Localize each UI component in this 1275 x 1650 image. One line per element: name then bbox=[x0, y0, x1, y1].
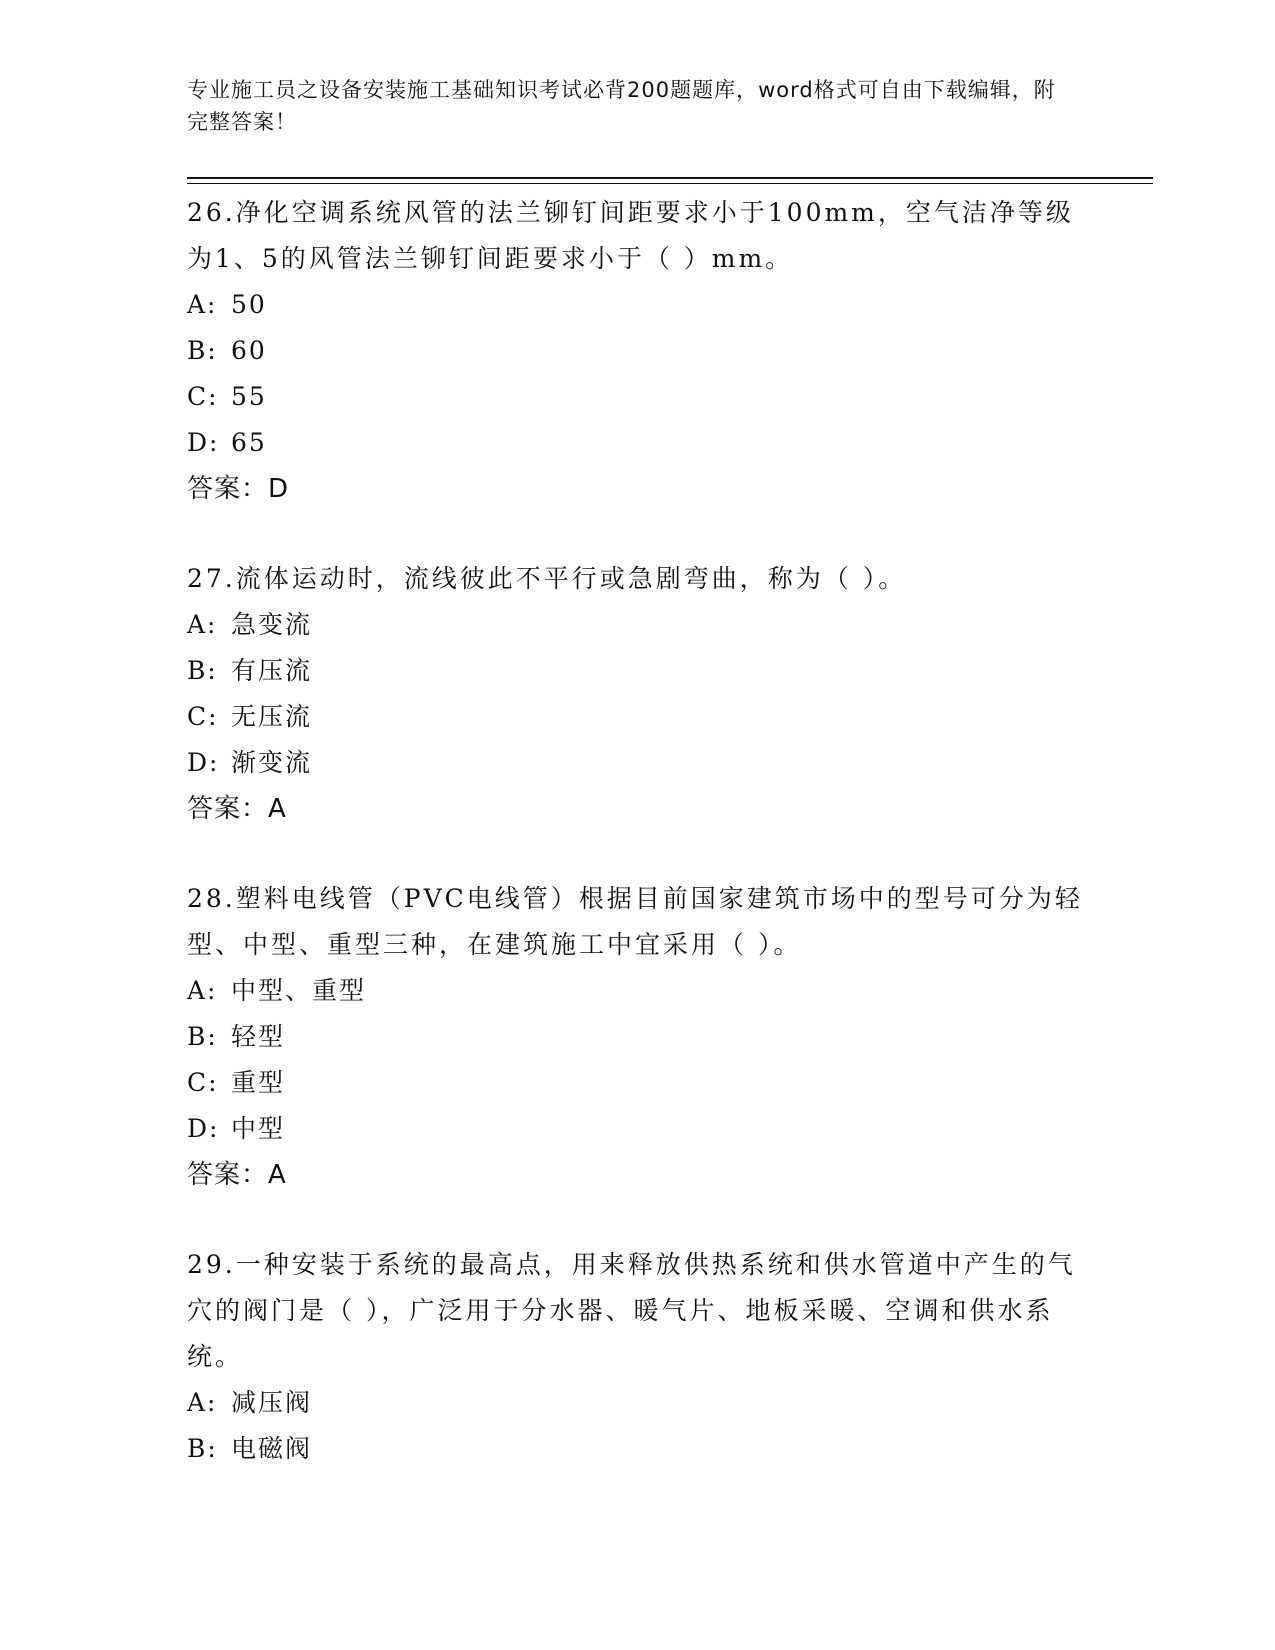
page-header: 专业施工员之设备安装施工基础知识考试必背200题题库，word格式可自由下载编辑，附完整答案！ bbox=[187, 78, 1056, 134]
option-letter: A: bbox=[187, 1388, 218, 1417]
option-a bbox=[187, 1380, 1087, 1426]
option-text: 55 bbox=[231, 382, 267, 411]
option-text: 50 bbox=[231, 290, 267, 319]
option-text: 中型 bbox=[231, 1114, 286, 1143]
option-b bbox=[187, 328, 1087, 374]
option-text: 电磁阀 bbox=[231, 1434, 313, 1463]
question-text: 27.流体运动时，流线彼此不平行或急剧弯曲，称为（ ）。 bbox=[187, 564, 907, 593]
option-b bbox=[187, 648, 1087, 694]
option-text: 有压流 bbox=[231, 656, 313, 685]
option-text: 轻型 bbox=[231, 1022, 286, 1051]
option-text: 急变流 bbox=[231, 610, 313, 639]
option-letter: C: bbox=[187, 702, 219, 731]
option-letter: D: bbox=[187, 1114, 220, 1143]
question-list bbox=[187, 190, 1087, 1516]
answer-line: 答案：D bbox=[187, 474, 290, 504]
option-letter: B: bbox=[187, 1434, 218, 1463]
option-b bbox=[187, 1426, 1087, 1472]
option-letter: A: bbox=[187, 610, 218, 639]
option-c bbox=[187, 1060, 1087, 1106]
option-letter: C: bbox=[187, 382, 219, 411]
option-letter: C: bbox=[187, 1068, 219, 1097]
option-letter: B: bbox=[187, 336, 218, 365]
option-text: 减压阀 bbox=[231, 1388, 313, 1417]
option-b bbox=[187, 1014, 1087, 1060]
answer-line: 答案：A bbox=[187, 1160, 287, 1190]
option-text: 中型、重型 bbox=[231, 976, 367, 1005]
option-d bbox=[187, 740, 1087, 786]
question-text: 28.塑料电线管（PVC电线管）根据目前国家建筑市场中的型号可分为轻型、中型、重型三种，在建筑施工中宜采用（ ）。 bbox=[187, 884, 1083, 959]
option-text: 无压流 bbox=[231, 702, 313, 731]
option-text: 渐变流 bbox=[231, 748, 313, 777]
option-letter: D: bbox=[187, 748, 220, 777]
answer-line: 答案：A bbox=[187, 794, 287, 824]
option-text: 65 bbox=[231, 428, 267, 457]
question-27 bbox=[187, 556, 1087, 832]
question-text: 29.一种安装于系统的最高点，用来释放供热系统和供水管道中产生的气穴的阀门是（ ），广泛用于分水器、暖气片、地板采暖、空调和供水系统。 bbox=[187, 1250, 1076, 1371]
option-letter: B: bbox=[187, 656, 218, 685]
question-28 bbox=[187, 876, 1087, 1198]
question-26 bbox=[187, 190, 1087, 512]
option-text: 重型 bbox=[231, 1068, 286, 1097]
question-29 bbox=[187, 1242, 1087, 1472]
option-a bbox=[187, 602, 1087, 648]
header-rule-thin bbox=[187, 183, 1153, 184]
option-letter: A: bbox=[187, 290, 218, 319]
option-letter: B: bbox=[187, 1022, 218, 1051]
option-c bbox=[187, 374, 1087, 420]
option-a bbox=[187, 968, 1087, 1014]
option-d bbox=[187, 1106, 1087, 1152]
option-text: 60 bbox=[231, 336, 267, 365]
header-rule-thick bbox=[187, 177, 1153, 179]
option-d bbox=[187, 420, 1087, 466]
question-text: 26.净化空调系统风管的法兰铆钉间距要求小于100mm，空气洁净等级为1、5的风管法兰铆钉间距要求小于（ ）mm。 bbox=[187, 198, 1074, 273]
option-letter: A: bbox=[187, 976, 218, 1005]
option-a bbox=[187, 282, 1087, 328]
option-c bbox=[187, 694, 1087, 740]
option-letter: D: bbox=[187, 428, 220, 457]
